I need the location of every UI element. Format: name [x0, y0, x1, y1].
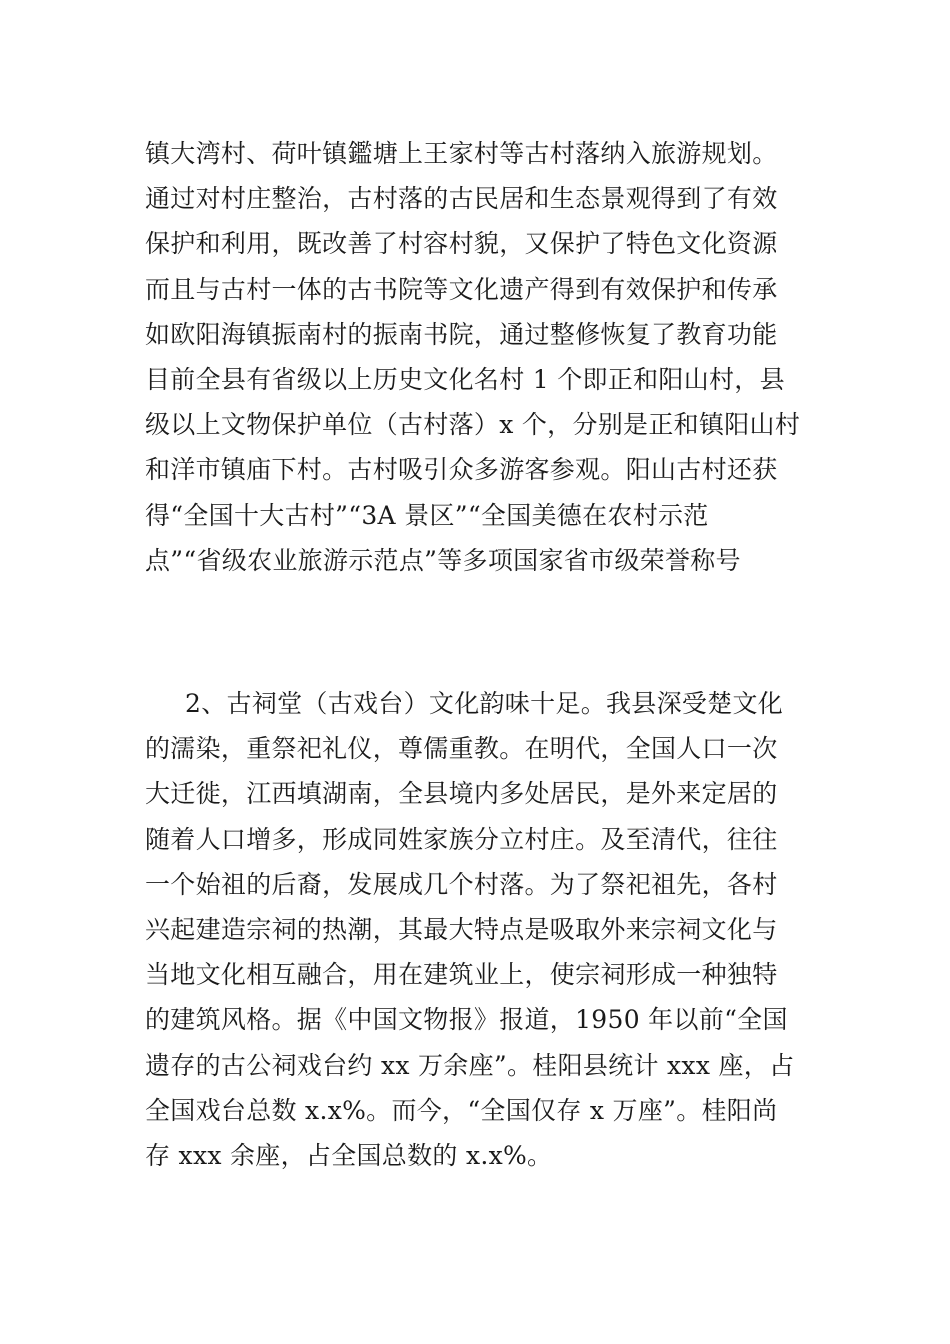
text-line: 镇大湾村、荷叶镇鑑塘上王家村等古村落纳入旅游规划。 — [145, 139, 778, 168]
text-line: 和洋市镇庙下村。古村吸引众多游客参观。阳山古村还获 — [145, 455, 778, 485]
text-line: 全国戏台总数 x.x%。而今，“全国仅存 x 万座”。桂阳尚 — [145, 1095, 778, 1125]
text-line: 得“全国十大古村”“3A 景区”“全国美德在农村示范 — [145, 500, 709, 530]
paragraph-ancestral-halls — [145, 681, 825, 1178]
text-line: 的建筑风格。据《中国文物报》报道，1950 年以前“全国 — [145, 1005, 788, 1035]
text-line: 保护和利用，既改善了村容村貌，又保护了特色文化资源 — [145, 229, 778, 259]
text-line: 大迁徙，江西填湖南，全县境内多处居民，是外来定居的 — [145, 779, 778, 809]
text-line: 的濡染，重祭祀礼仪，尊儒重教。在明代，全国人口一次 — [145, 734, 778, 764]
text-line: 一个始祖的后裔，发展成几个村落。为了祭祀祖先，各村 — [145, 869, 778, 899]
text-line: 存 xxx 余座，占全国总数的 x.x%。 — [145, 1140, 553, 1170]
paragraph-ancient-villages — [145, 131, 825, 583]
text-line: 当地文化相互融合，用在建筑业上，使宗祠形成一种独特 — [145, 960, 778, 990]
text-line: 如欧阳海镇振南村的振南书院，通过整修恢复了教育功能 — [145, 319, 778, 349]
text-line: 通过对村庄整治，古村落的古民居和生态景观得到了有效 — [145, 184, 778, 214]
text-line: 遗存的古公祠戏台约 xx 万余座”。桂阳县统计 xxx 座，占 — [145, 1050, 795, 1080]
text-line: 随着人口增多，形成同姓家族分立村庄。及至清代，往往 — [145, 824, 778, 854]
text-line: 而且与古村一体的古书院等文化遗产得到有效保护和传承 — [145, 274, 778, 304]
text-line: 兴起建造宗祠的热潮，其最大特点是吸取外来宗祠文化与 — [145, 914, 778, 944]
text-line: 2、古祠堂（古戏台）文化韵味十足。我县深受楚文化 — [185, 689, 784, 718]
text-line: 级以上文物保护单位（古村落）x 个，分别是正和镇阳山村 — [145, 410, 801, 440]
text-line: 点”“省级农业旅游示范点”等多项国家省市级荣誉称号 — [145, 545, 741, 575]
text-line: 目前全县有省级以上历史文化名村 1 个即正和阳山村，县 — [145, 364, 785, 394]
